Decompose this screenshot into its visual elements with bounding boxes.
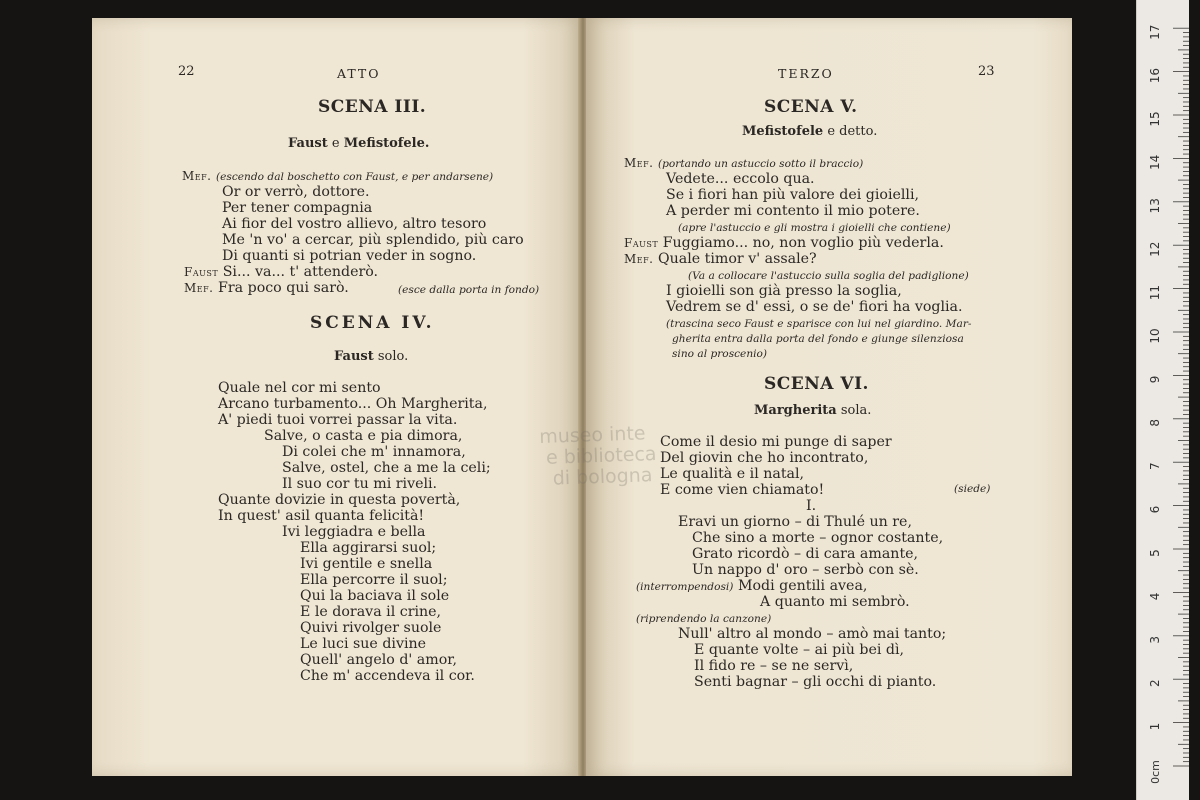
ruler-number: 16 [1148, 67, 1162, 84]
dialogue-line: Faust Si... va... t' attenderò. [184, 264, 379, 280]
stage-direction: (apre l'astuccio e gli mostra i gioielli che contiene) [678, 222, 951, 234]
verse-line: E quante volte – ai più bei dì, [694, 642, 905, 658]
verse-line: Eravi un giorno – di Thulé un re, [678, 514, 912, 530]
dialogue-line: Vedete... eccolo qua. [666, 171, 815, 187]
verse-line: Come il desio mi punge di saper [660, 434, 892, 450]
verse-line: Ella aggirarsi suol; [300, 540, 437, 556]
cast-name: Mefistofele [742, 124, 824, 139]
ruler-number: 3 [1148, 635, 1162, 644]
verse-line: Quale nel cor mi sento [218, 380, 381, 396]
scene-cast: Mefistofele e detto. [742, 124, 878, 139]
speaker-label: Mef. [184, 281, 214, 295]
verse-line: In quest' asil quanta felicità! [218, 508, 425, 524]
dialogue-line: A perder mi contento il mio potere. [666, 203, 920, 219]
verse-line: Senti bagnar – gli occhi di pianto. [694, 674, 937, 690]
stage-direction: (siede) [954, 483, 991, 495]
dialogue-line: Vedrem se d' essi, o se de' fiori ha voglia. [666, 299, 963, 315]
verse-line: Arcano turbamento... Oh Margherita, [218, 396, 488, 412]
verse-line: E come vien chiamato! [660, 482, 825, 498]
verse-line: A' piedi tuoi vorrei passar la vita. [218, 412, 458, 428]
verse-line: Qui la baciava il sole [300, 588, 450, 604]
ruler-number: 7 [1148, 462, 1162, 471]
dialogue-line [182, 168, 493, 185]
speaker-label: Faust [184, 265, 219, 279]
verse-line: Che m' accendeva il cor. [300, 668, 475, 684]
page-number: 23 [978, 64, 995, 79]
stage-direction: gherita entra dalla porta del fondo e giunge silenziosa [672, 333, 964, 345]
stage-direction: (portando un astuccio sotto il braccio) [658, 158, 864, 170]
cast-conjunction: e [331, 136, 340, 151]
scene-title: SCENA III. [318, 97, 427, 117]
verse-line: Il suo cor tu mi riveli. [282, 476, 438, 492]
dialogue-line: Faust Fuggiamo... no, non voglio più vederla. [624, 235, 944, 251]
verse-line: Ella percorre il suol; [300, 572, 448, 588]
ruler-number: 15 [1148, 111, 1162, 127]
verse-line: Che sino a morte – ognor costante, [692, 530, 944, 546]
verse-line: Del giovin che ho incontrato, [660, 450, 869, 466]
ruler-number: 5 [1148, 549, 1162, 557]
ruler-scale [1137, 0, 1189, 800]
stage-direction: (trascina seco Faust e sparisce con lui nel giardino. Mar- [666, 318, 972, 330]
verse-line: Quivi rivolger suole [300, 620, 442, 636]
scene-title: SCENA VI. [764, 374, 869, 394]
verse-line: Le luci sue divine [300, 636, 427, 652]
verse-line: Il fido re – se ne servì, [694, 658, 854, 674]
cast-name: Mefistofele. [343, 136, 430, 151]
verse-line: Salve, ostel, che a me la celi; [282, 460, 491, 476]
dialogue-line: Ai fior del vostro allievo, altro tesoro [222, 216, 487, 232]
stage-direction: (riprendendo la canzone) [636, 613, 772, 625]
dialogue-line: Me 'n vo' a cercar, più splendido, più caro [222, 232, 524, 248]
stanza-number: I. [806, 498, 817, 514]
scene-cast [288, 136, 429, 151]
right-page [586, 18, 1072, 776]
dialogue-line: I gioielli son già presso la soglia, [666, 283, 902, 299]
running-head: ATTO [337, 66, 381, 81]
dialogue-line [624, 155, 863, 172]
ruler-number: 14 [1148, 154, 1162, 171]
ruler-number: 8 [1148, 418, 1162, 427]
verse-line: Grato ricordò – di cara amante, [692, 546, 919, 562]
ruler-number: 10 [1148, 328, 1162, 344]
dialogue-line: Or or verrò, dottore. [222, 184, 370, 200]
running-head: TERZO [778, 66, 834, 81]
cast-name: Faust [288, 136, 328, 151]
speaker-label: Mef. [182, 169, 212, 183]
page-number: 22 [178, 64, 195, 79]
speaker-label: Mef. [624, 252, 654, 266]
library-watermark: museo inte e biblioteca di bologna [538, 422, 657, 490]
ruler-number: 2 [1148, 679, 1162, 688]
verse-line: Le qualità e il natal, [660, 466, 805, 482]
verse-line: Un nappo d' oro – serbò con sè. [692, 562, 919, 578]
verse-line: A quanto mi sembrò. [760, 594, 910, 610]
stage-direction: (esce dalla porta in fondo) [398, 284, 540, 296]
speaker-label: Faust [624, 236, 659, 250]
dialogue-line: Mef. Quale timor v' assale? [624, 251, 817, 267]
ruler-number: 1 [1148, 722, 1162, 731]
verse-line: Quante dovizie in questa povertà, [218, 492, 461, 508]
cast-name: Margherita [754, 403, 837, 418]
ruler-number: 4 [1148, 592, 1162, 601]
cast-name: Faust [334, 349, 374, 364]
dialogue-line: Di quanti si potrian veder in sogno. [222, 248, 477, 264]
scene-cast: Margherita sola. [754, 403, 872, 418]
ruler-number: 9 [1148, 375, 1162, 384]
speaker-label: Mef. [624, 156, 654, 170]
left-page [92, 18, 582, 776]
stage-direction: (Va a collocare l'astuccio sulla soglia del padiglione) [688, 270, 969, 282]
ruler-number: 17 [1148, 24, 1162, 40]
stage-direction: (interrompendosi) [636, 581, 734, 593]
dialogue-line: Mef. Fra poco qui sarò. [184, 280, 349, 296]
dialogue-line: Se i fiori han più valore dei gioielli, [666, 187, 919, 203]
dialogue-line: (interrompendosi) Modi gentili avea, [636, 578, 868, 594]
scene-title: SCENA V. [764, 97, 858, 117]
verse-line: Ivi gentile e snella [300, 556, 433, 572]
scene-title: SCENA IV. [310, 313, 435, 333]
verse-line: Ivi leggiadra e bella [282, 524, 426, 540]
verse-line: Null' altro al mondo – amò mai tanto; [678, 626, 947, 642]
measuring-ruler [1136, 0, 1189, 800]
ruler-number: 13 [1148, 198, 1162, 214]
ruler-number: 12 [1148, 241, 1162, 257]
verse-line: Di colei che m' innamora, [282, 444, 466, 460]
verse-line: Salve, o casta e pia dimora, [264, 428, 463, 444]
scene-cast: Faust solo. [334, 349, 409, 364]
dialogue-line: Per tener compagnia [222, 200, 373, 216]
ruler-number: 6 [1148, 505, 1162, 514]
ruler-unit-label: 0cm [1149, 760, 1162, 784]
stage-direction: (escendo dal boschetto con Faust, e per andarsene) [216, 171, 494, 183]
verse-line: Quell' angelo d' amor, [300, 652, 457, 668]
stage-direction: sino al proscenio) [672, 348, 768, 360]
verse-line: E le dorava il crine, [300, 604, 442, 620]
ruler-number: 11 [1148, 284, 1162, 301]
